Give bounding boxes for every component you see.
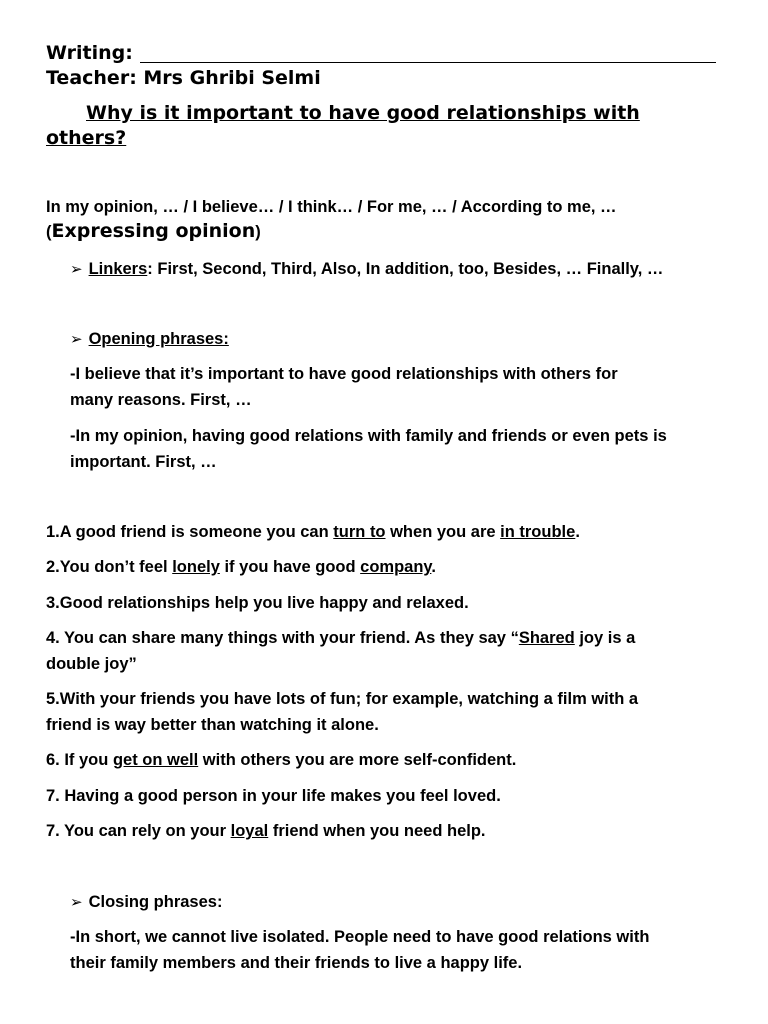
opening-label: Opening phrases: — [88, 330, 229, 348]
point-4-line2: double joy” — [46, 655, 137, 673]
writing-answer-line — [140, 62, 716, 63]
paren-close: ) — [255, 223, 261, 241]
underlined-phrase: loyal — [230, 822, 269, 840]
closing-line2: their family members and their friends to live a happy life. — [70, 954, 523, 972]
question-text: Why is it important to have good relationships with others? — [46, 102, 640, 149]
point-5-line1: 5.With your friends you have lots of fun; for example, watching a film with a — [46, 690, 639, 708]
point-text: when you are — [385, 523, 501, 541]
writing-label: Writing: — [46, 42, 133, 64]
linkers-items: : First, Second, Third, Also, In addition, too, Besides, … Finally, … — [147, 260, 664, 278]
linkers-label: Linkers — [88, 260, 148, 278]
point-text: . — [575, 523, 580, 541]
underlined-phrase: get on well — [112, 751, 199, 769]
opening-p1-line2: many reasons. First, … — [70, 391, 252, 409]
point-text: . — [431, 558, 436, 576]
closing-heading — [70, 889, 222, 915]
closing-label: Closing phrases: — [88, 893, 223, 911]
underlined-phrase: company — [360, 558, 432, 576]
point-text: 2.You don’t feel — [46, 558, 173, 576]
closing-line1: -In short, we cannot live isolated. People need to have good relations with — [70, 928, 650, 946]
opening-p2-line1: -In my opinion, having good relations with family and friends or even pets is — [70, 427, 667, 445]
point-5-line2: friend is way better than watching it alone. — [46, 716, 379, 734]
teacher-name: Teacher: Mrs Ghribi Selmi — [46, 67, 321, 89]
expressing-opinion-label: Expressing opinion — [51, 220, 256, 242]
opening-heading — [70, 326, 229, 352]
point-8 — [46, 818, 486, 844]
underlined-phrase: turn to — [333, 523, 386, 541]
point-text: joy is a — [574, 629, 636, 647]
point-1 — [46, 519, 580, 545]
point-3: 3.Good relationships help you live happy and relaxed. — [46, 594, 469, 612]
opening-p1-line1: -I believe that it’s important to have good relationships with others for — [70, 365, 618, 383]
arrow-bullet-icon: ➢ — [70, 260, 83, 278]
point-6 — [46, 747, 516, 773]
point-text: 7. You can rely on your — [46, 822, 231, 840]
point-2 — [46, 554, 436, 580]
arrow-bullet-icon: ➢ — [70, 893, 83, 911]
point-text: with others you are more self-confident. — [198, 751, 517, 769]
paren-open: ( — [46, 223, 52, 241]
point-text: if you have good — [219, 558, 361, 576]
opening-p2-line2: important. First, … — [70, 453, 217, 471]
point-text: 6. If you — [46, 751, 113, 769]
opinion-phrases: In my opinion, … / I believe… / I think… / For me, … / According to me, … — [46, 198, 617, 216]
opinion-label-row — [46, 219, 261, 245]
point-7: 7. Having a good person in your life makes you feel loved. — [46, 787, 501, 805]
underlined-phrase: in trouble — [500, 523, 576, 541]
point-text: 1.A good friend is someone you can — [46, 523, 334, 541]
page-title — [46, 101, 706, 151]
underlined-phrase: Shared — [518, 629, 575, 647]
point-text: friend when you need help. — [268, 822, 486, 840]
underlined-phrase: lonely — [172, 558, 220, 576]
point-4 — [46, 625, 635, 651]
linkers-row — [70, 256, 663, 282]
point-text: 4. You can share many things with your friend. As they say “ — [46, 629, 519, 647]
arrow-bullet-icon: ➢ — [70, 330, 83, 348]
